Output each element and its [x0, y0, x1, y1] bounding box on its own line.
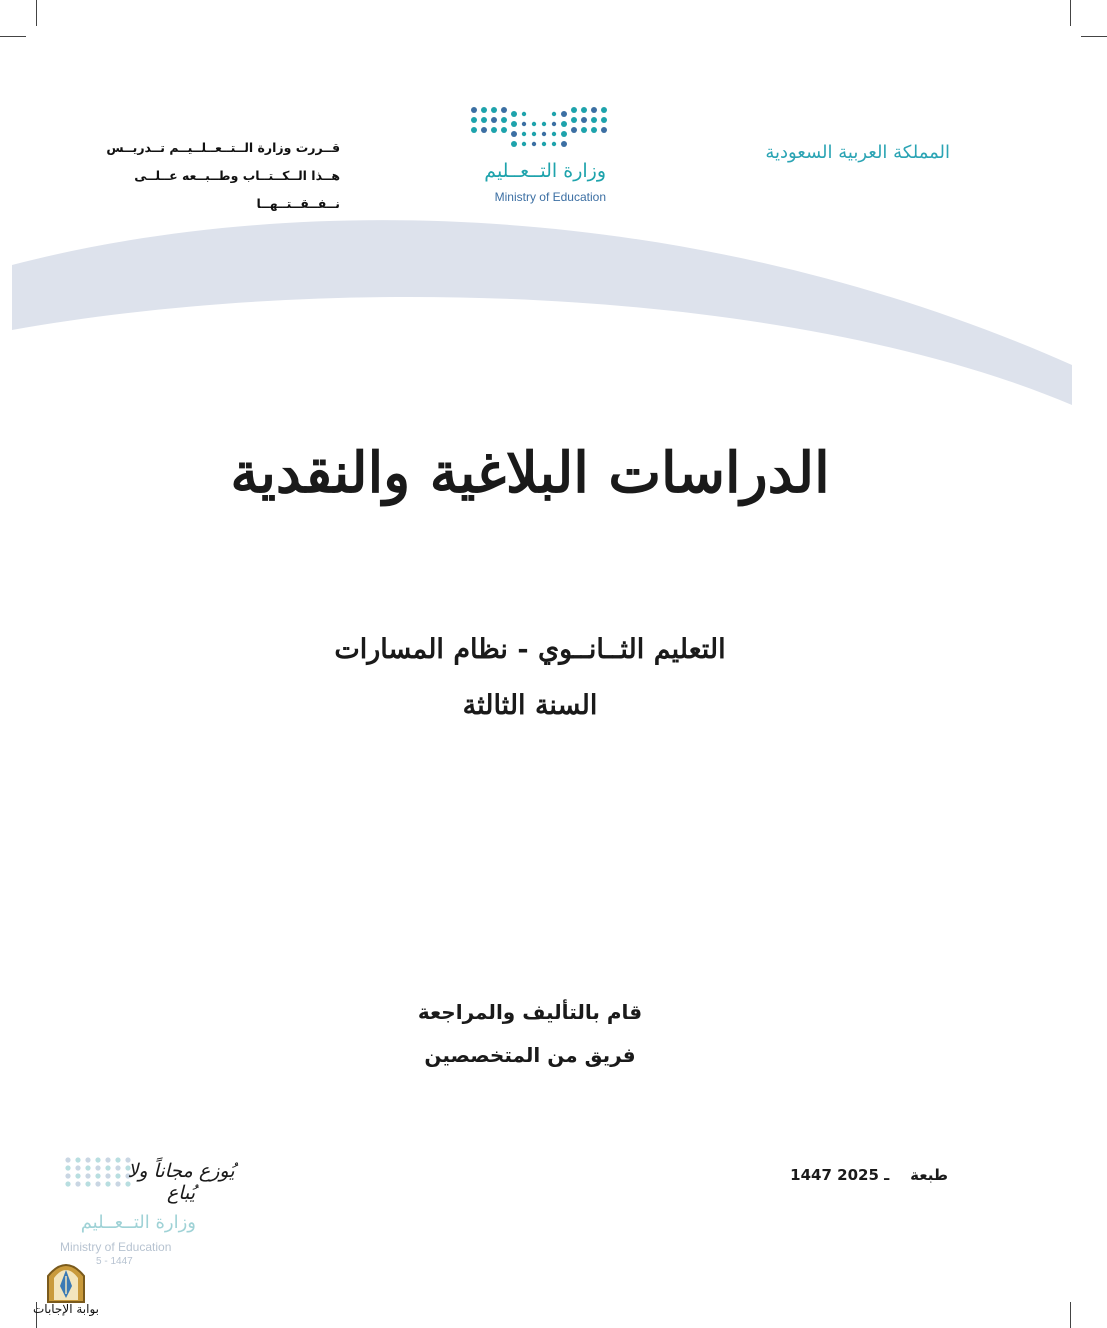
logo-dot	[511, 121, 517, 127]
crop-mark-bottom-right-v	[1070, 1302, 1071, 1328]
logo-dot	[95, 1173, 100, 1178]
logo-dot	[591, 107, 597, 113]
free-distribution-year: 5 - 1447	[96, 1256, 133, 1267]
logo-dot	[542, 122, 546, 126]
portal-logo	[28, 1252, 104, 1322]
book-stage: التعليم الثــانــوي - نظام المسارات	[334, 634, 726, 665]
credit-line-1: قام بالتأليف والمراجعة	[417, 1000, 643, 1024]
logo-dot	[75, 1181, 80, 1186]
logo-dot	[491, 127, 497, 133]
book-year: السنة الثالثة	[462, 690, 598, 721]
ministry-logo	[466, 102, 612, 210]
credit-line-2: فريق من المتخصصين	[424, 1043, 636, 1067]
logo-dot	[85, 1165, 90, 1170]
free-distribution-english: Ministry of Education	[60, 1240, 172, 1254]
free-distribution-arabic: وزارة التــعــليم	[80, 1212, 196, 1233]
logo-dot	[552, 122, 556, 126]
logo-dot	[75, 1157, 80, 1162]
logo-dot	[581, 107, 587, 113]
logo-dot	[85, 1157, 90, 1162]
decree-text	[100, 134, 340, 218]
edition-label: طبعة	[910, 1166, 948, 1184]
logo-dot	[571, 117, 577, 123]
logo-dot	[75, 1165, 80, 1170]
logo-dot	[601, 117, 607, 123]
logo-dot	[552, 142, 556, 146]
edition-info	[780, 1166, 948, 1184]
ministry-dots-icon	[466, 102, 612, 158]
logo-dot	[532, 132, 536, 136]
logo-dot	[522, 142, 526, 146]
logo-dot	[522, 122, 526, 126]
logo-dot	[581, 117, 587, 123]
crop-mark-top-right-h	[1081, 36, 1107, 37]
header-swoosh	[0, 210, 1107, 420]
logo-dot	[571, 107, 577, 113]
logo-dot	[591, 127, 597, 133]
logo-dot	[75, 1173, 80, 1178]
logo-dot	[552, 112, 556, 116]
ministry-logo-arabic: وزارة التــعــليم	[484, 160, 606, 182]
free-distribution-script: يُوزع مجاناً ولا يُباع	[127, 1160, 235, 1204]
logo-dot	[471, 107, 477, 113]
logo-dot	[552, 132, 556, 136]
kingdom-name: المملكة العربية السعودية	[765, 142, 950, 163]
logo-dot	[105, 1173, 110, 1178]
edition-years: 1447 ـ 2025	[790, 1166, 890, 1184]
logo-dot	[481, 127, 487, 133]
logo-dot	[85, 1173, 90, 1178]
crop-mark-top-left-h	[0, 36, 26, 37]
logo-dot	[481, 107, 487, 113]
logo-dot	[501, 117, 507, 123]
decree-line-1: قــررت وزارة الــتــعــلــيــم تــدريــس	[106, 140, 340, 155]
logo-dot	[85, 1181, 90, 1186]
ministry-logo-english: Ministry of Education	[494, 190, 606, 204]
logo-dot	[491, 117, 497, 123]
logo-dot	[471, 127, 477, 133]
logo-dot	[532, 142, 536, 146]
book-title: الدراسات البلاغية والنقدية	[230, 440, 830, 506]
pen-nib-icon	[44, 1256, 88, 1304]
logo-dot	[511, 131, 517, 137]
crop-mark-top-left-v	[36, 0, 37, 26]
logo-dot	[471, 117, 477, 123]
logo-dot	[571, 127, 577, 133]
logo-dot	[532, 122, 536, 126]
logo-dot	[105, 1165, 110, 1170]
logo-dot	[561, 111, 567, 117]
logo-dot	[481, 117, 487, 123]
logo-dot	[522, 112, 526, 116]
logo-dot	[95, 1165, 100, 1170]
logo-dot	[601, 107, 607, 113]
logo-dot	[601, 127, 607, 133]
logo-dot	[561, 131, 567, 137]
portal-label: بوابة الإجابات	[32, 1302, 99, 1316]
logo-dot	[581, 127, 587, 133]
logo-dot	[542, 132, 546, 136]
logo-dot	[501, 127, 507, 133]
logo-dot	[491, 107, 497, 113]
logo-dot	[65, 1173, 70, 1178]
logo-dot	[501, 107, 507, 113]
logo-dot	[65, 1157, 70, 1162]
logo-dot	[95, 1157, 100, 1162]
decree-line-2: هــذا الــكــتــاب وطــبــعه عــلــى نــفــقــتــهــا	[134, 168, 340, 211]
logo-dot	[561, 121, 567, 127]
logo-dot	[511, 141, 517, 147]
logo-dot	[95, 1181, 100, 1186]
swoosh-shape	[12, 220, 1072, 405]
logo-dot	[105, 1181, 110, 1186]
logo-dot	[561, 141, 567, 147]
crop-mark-top-right-v	[1070, 0, 1071, 26]
logo-dot	[591, 117, 597, 123]
logo-dot	[105, 1157, 110, 1162]
logo-dot	[542, 142, 546, 146]
logo-dot	[65, 1165, 70, 1170]
logo-dot	[65, 1181, 70, 1186]
logo-dot	[522, 132, 526, 136]
logo-dot	[511, 111, 517, 117]
